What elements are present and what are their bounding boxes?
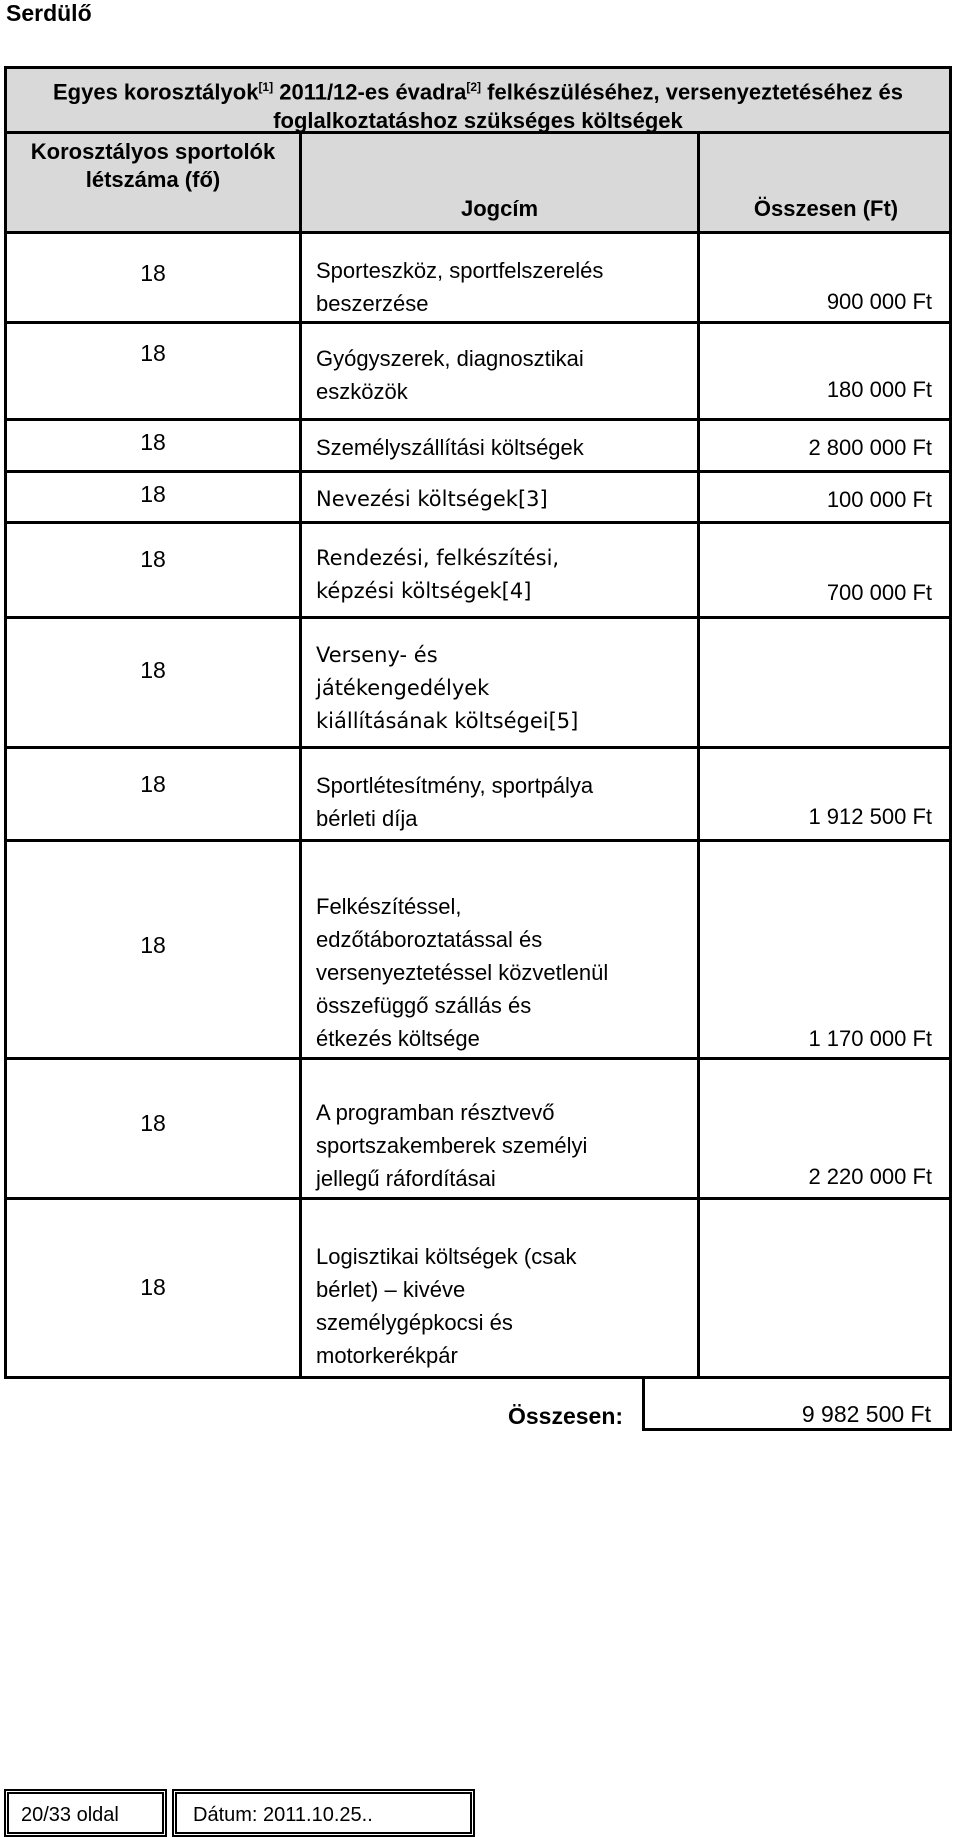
row-line: Személyszállítási költségek <box>316 435 584 460</box>
table-row <box>4 1200 952 1379</box>
footer-page: 20/33 oldal <box>4 1789 167 1837</box>
row-count: 18 <box>140 481 166 507</box>
row-count: 18 <box>140 657 166 683</box>
row-count: 18 <box>140 932 166 958</box>
row-line: eszközök <box>316 379 408 404</box>
header-total: Összesen (Ft) <box>753 196 899 221</box>
row-count: 18 <box>140 1274 166 1300</box>
table-row <box>4 421 952 473</box>
row-line: Rendezési, felkészítési, <box>316 546 560 570</box>
row-line: beszerzése <box>316 291 429 316</box>
row-line: Nevezési költségek[3] <box>316 487 548 511</box>
row-line: Verseny- és <box>316 643 438 667</box>
row-line: motorkerékpár <box>316 1343 458 1368</box>
row-amount: 100 000 Ft <box>826 487 932 512</box>
title-line-1: Egyes korosztályok[1] 2011/12-es évadra[2] felkészüléséhez, versenyeztetéséhez és <box>53 79 903 105</box>
row-line: Sportlétesítmény, sportpálya <box>316 773 594 798</box>
table-row <box>4 473 952 524</box>
row-line: személygépkocsi és <box>316 1310 513 1335</box>
row-amount: 2 220 000 Ft <box>808 1164 932 1189</box>
row-amount: 900 000 Ft <box>826 289 932 314</box>
table-header <box>4 134 952 234</box>
total-box <box>642 1379 952 1431</box>
row-line: versenyeztetéssel közvetlenül <box>316 960 609 985</box>
row-count: 18 <box>140 429 166 455</box>
row-count: 18 <box>140 546 166 572</box>
row-line: bérleti díja <box>316 806 418 831</box>
table-row <box>4 749 952 842</box>
total-amount: 9 982 500 Ft <box>801 1401 931 1427</box>
header-count: Korosztályos sportolók létszáma (fő) <box>7 134 302 231</box>
row-amount: 1 170 000 Ft <box>808 1026 932 1051</box>
row-count: 18 <box>140 340 166 366</box>
table-row <box>4 524 952 619</box>
row-line: képzési költségek[4] <box>316 579 532 603</box>
row-line: játékengedélyek <box>316 676 490 700</box>
table-row <box>4 324 952 421</box>
table-row <box>4 842 952 1060</box>
row-line: összefüggő szállás és <box>316 993 532 1018</box>
row-amount: 180 000 Ft <box>826 377 932 402</box>
table-row <box>4 234 952 324</box>
total-row <box>0 1379 960 1431</box>
row-line: étkezés költsége <box>316 1026 480 1051</box>
table-title <box>4 66 952 134</box>
row-count: 18 <box>140 260 166 286</box>
row-amount: 2 800 000 Ft <box>808 435 932 460</box>
row-count: 18 <box>140 1110 166 1136</box>
row-line: A programban résztvevő <box>316 1100 555 1125</box>
row-line: Logisztikai költségek (csak <box>316 1244 577 1269</box>
table-row <box>4 1060 952 1200</box>
row-line: Felkészítéssel, <box>316 894 462 919</box>
title-line-2: foglalkoztatáshoz szükséges költségek <box>273 108 683 134</box>
row-count: 18 <box>140 771 166 797</box>
row-amount: 700 000 Ft <box>826 580 932 605</box>
header-title: Jogcím <box>302 134 700 231</box>
footer-date: Dátum: 2011.10.25.. <box>172 1789 475 1837</box>
total-label: Összesen: <box>508 1403 624 1429</box>
row-line: Sporteszköz, sportfelszerelés <box>316 258 604 283</box>
row-line: Gyógyszerek, diagnosztikai <box>316 346 584 371</box>
table-row <box>4 619 952 749</box>
row-line: edzőtáboroztatással és <box>316 927 543 952</box>
row-line: kiállításának költségei[5] <box>316 709 579 733</box>
row-amount: 1 912 500 Ft <box>808 804 932 829</box>
row-line: sportszakemberek személyi <box>316 1133 588 1158</box>
row-line: bérlet) – kivéve <box>316 1277 466 1302</box>
section-heading: Serdülő <box>6 0 92 26</box>
row-line: jellegű ráfordításai <box>316 1166 496 1191</box>
